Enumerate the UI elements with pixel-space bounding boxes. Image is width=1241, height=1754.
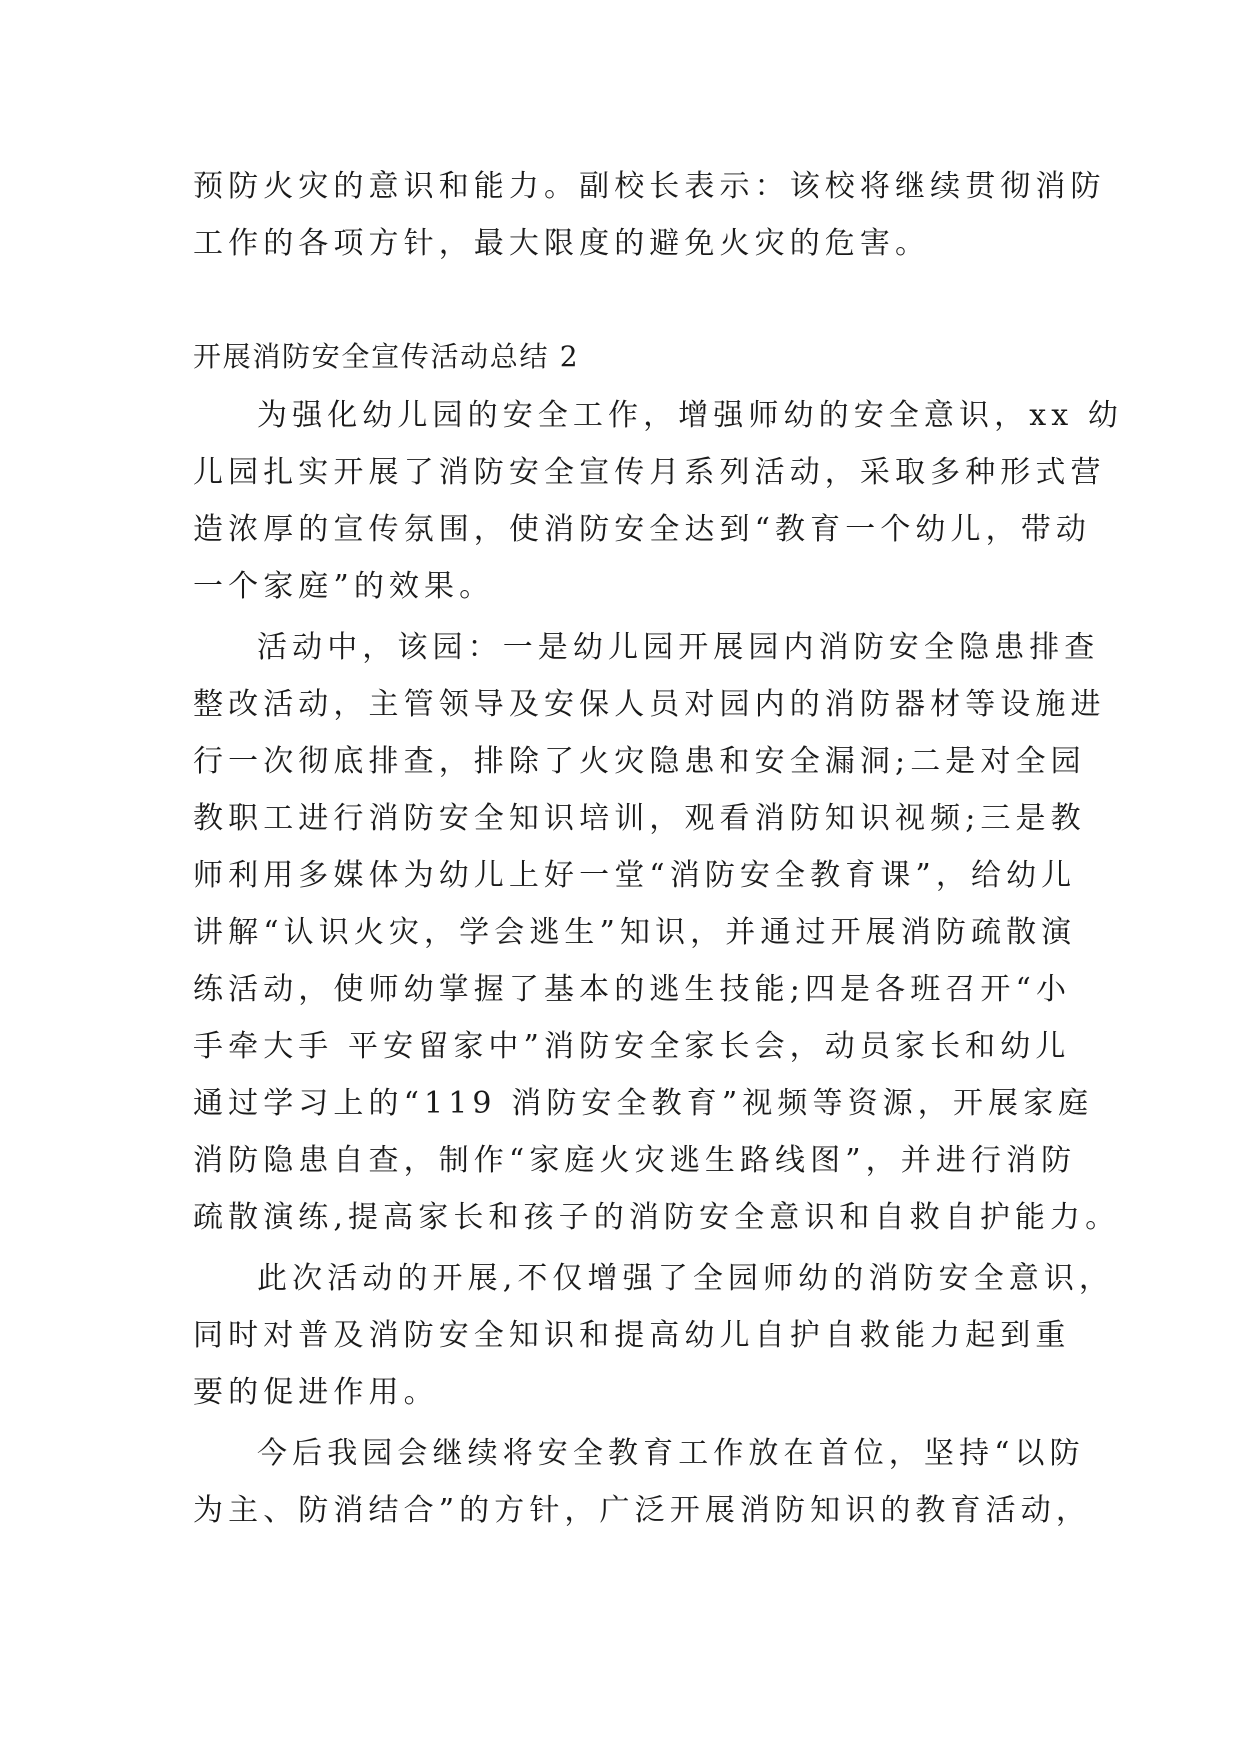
text-line: 要的促进作用。 [193, 1375, 439, 1410]
text-line: 造浓厚的宣传氛围，使消防安全达到“教育一个幼儿，带动 [193, 512, 1091, 547]
text-line: 同时对普及消防安全知识和提高幼儿自护自救能力起到重 [193, 1318, 1071, 1353]
text-line: 教职工进行消防安全知识培训，观看消防知识视频;三是教 [193, 801, 1086, 836]
paragraph-activities [193, 619, 1121, 1246]
paragraph-future [193, 1425, 1091, 1539]
text-line: 一个家庭”的效果。 [193, 569, 495, 604]
text-line: 工作的各项方针，最大限度的避免火灾的危害。 [193, 226, 931, 261]
text-line: 为强化幼儿园的安全工作，增强师幼的安全意识，xx 幼 [257, 398, 1123, 433]
text-line: 手牵大手 平安留家中”消防安全家长会，动员家长和幼儿 [193, 1029, 1071, 1064]
section-heading: 开展消防安全宣传活动总结 2 [193, 340, 580, 373]
paragraph-outcome [193, 1250, 1115, 1421]
previous-section-tail [193, 158, 1106, 272]
text-line: 行一次彻底排查，排除了火灾隐患和安全漏洞;二是对全园 [193, 744, 1086, 779]
text-line: 通过学习上的“119 消防安全教育”视频等资源，开展家庭 [193, 1086, 1094, 1121]
text-line: 活动中，该园：一是幼儿园开展园内消防安全隐患排查 [257, 630, 1100, 665]
text-line: 预防火灾的意识和能力。副校长表示：该校将继续贯彻消防 [193, 169, 1106, 204]
text-line: 师利用多媒体为幼儿上好一堂“消防安全教育课”，给幼儿 [193, 858, 1077, 893]
text-line: 此次活动的开展,不仅增强了全园师幼的消防安全意识， [257, 1261, 1115, 1296]
text-line: 为主、防消结合”的方针，广泛开展消防知识的教育活动， [193, 1493, 1091, 1528]
text-line: 儿园扎实开展了消防安全宣传月系列活动，采取多种形式营 [193, 455, 1106, 490]
text-line: 整改活动，主管领导及安保人员对园内的消防器材等设施进 [193, 687, 1106, 722]
text-line: 讲解“认识火灾，学会逃生”知识，并通过开展消防疏散演 [193, 915, 1077, 950]
text-line: 疏散演练,提高家长和孩子的消防安全意识和自救自护能力。 [193, 1200, 1121, 1235]
document-page [193, 158, 1123, 1539]
text-line: 今后我园会继续将安全教育工作放在首位，坚持“以防 [257, 1436, 1085, 1471]
text-line: 消防隐患自查，制作“家庭火灾逃生路线图”，并进行消防 [193, 1143, 1077, 1178]
text-line: 练活动，使师幼掌握了基本的逃生技能;四是各班召开“小 [193, 972, 1072, 1007]
paragraph-intro [193, 387, 1123, 615]
